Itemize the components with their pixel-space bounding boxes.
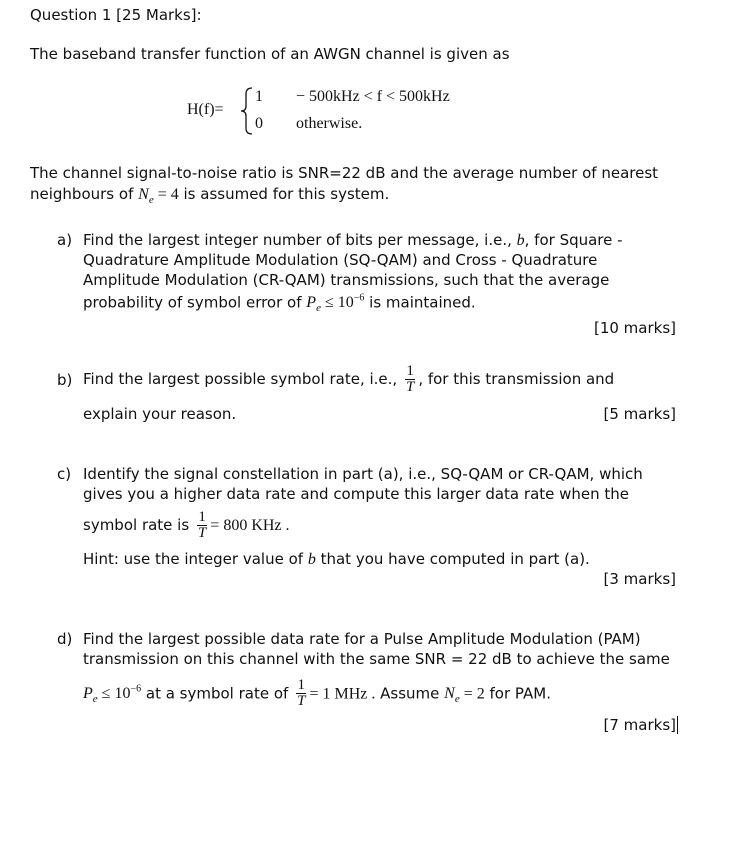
pe-symbol: $P_e$ [83, 685, 98, 706]
part-b-line2: explain your reason. [83, 405, 237, 423]
part-c-line2: gives you a higher data rate and compute this larger data rate when the [83, 485, 630, 503]
part-d-line1: Find the largest possible data rate for a Pulse Amplitude Modulation (PAM) [83, 630, 641, 648]
symbol-rate-fraction: $\frac{1}{T}$ [405, 363, 415, 395]
pe-value: ≤ $10^{-6}$ [97, 684, 142, 703]
ne-symbol: $N_e$ [444, 685, 460, 706]
part-a-line3: Amplitude Modulation (CR-QAM) transmissions, such that the average [83, 271, 610, 289]
case2-condition: otherwise. [296, 115, 363, 132]
symbol-rate-value: = 800 KHz . [210, 517, 290, 534]
part-a-line4: probability of symbol error of $P_e \le 10^{-6}$ is maintained. [83, 293, 476, 315]
part-a-marks: [10 marks] [593, 319, 676, 337]
pe-symbol: $P_e$ [306, 294, 321, 315]
neighbours-text: neighbours of [30, 185, 134, 203]
ne-symbol: $N_e$ [138, 186, 154, 207]
intro-text: The baseband transfer function of an AWGN channel is given as [30, 45, 510, 63]
part-a-line1: Find the largest integer number of bits per message, i.e., b, for Square - [83, 231, 623, 249]
symbol-rate-value: = 1 MHz . [309, 685, 376, 703]
part-a-label: a) [57, 231, 73, 249]
ne-value: = 4 [153, 186, 179, 203]
part-b-label: b) [57, 371, 73, 389]
symbol-rate-fraction: $\frac{1}{T}$ [297, 677, 306, 710]
neighbours-text-end: is assumed for this system. [183, 185, 390, 203]
neighbours-line [30, 185, 389, 206]
case2-value: 0 [255, 115, 263, 132]
part-d-marks: [7 marks] [603, 716, 676, 734]
symbol-rate-fraction: $\frac{1}{T}$ [197, 509, 207, 541]
case1-value: 1 [255, 88, 263, 105]
pe-value: ≤ $10^{-6}$ [320, 293, 365, 312]
case1-condition: − 500kHz < f < 500kHz [296, 88, 450, 105]
text-cursor [677, 716, 678, 734]
part-d-line3: $P_e \le 10^{-6}$ at a symbol rate of $\frac{1}{T}$ = 1 MHz . Assume $N_e = 2$ for PAM. [83, 677, 551, 710]
part-b-marks: [5 marks] [603, 405, 676, 423]
part-c-line1: Identify the signal constellation in part (a), i.e., SQ-QAM or CR-QAM, which [83, 465, 643, 483]
part-c-hint: Hint: use the integer value of b that you have computed in part (a). [83, 550, 590, 568]
left-brace-icon [240, 86, 254, 136]
b-symbol: b [516, 232, 525, 249]
b-symbol: b [307, 551, 316, 568]
ne-value: = 2 [459, 685, 485, 703]
part-b-line1: Find the largest possible symbol rate, i.e., $\frac{1}{T}$ , for this transmission and [83, 363, 615, 395]
equation-lhs: H(f)= [187, 101, 224, 118]
part-d-label: d) [57, 630, 73, 648]
part-c-marks: [3 marks] [603, 570, 676, 588]
part-c-line3: symbol rate is $\frac{1}{T}$ = 800 KHz . [83, 509, 290, 541]
part-d-line2: transmission on this channel with the same SNR = 22 dB to achieve the same [83, 650, 670, 668]
part-a-line2: Quadrature Amplitude Modulation (SQ-QAM) and Cross - Quadrature [83, 251, 598, 269]
snr-line: The channel signal-to-noise ratio is SNR=22 dB and the average number of nearest [30, 164, 659, 182]
part-c-label: c) [57, 465, 72, 483]
question-title: Question 1 [25 Marks]: [30, 6, 202, 24]
